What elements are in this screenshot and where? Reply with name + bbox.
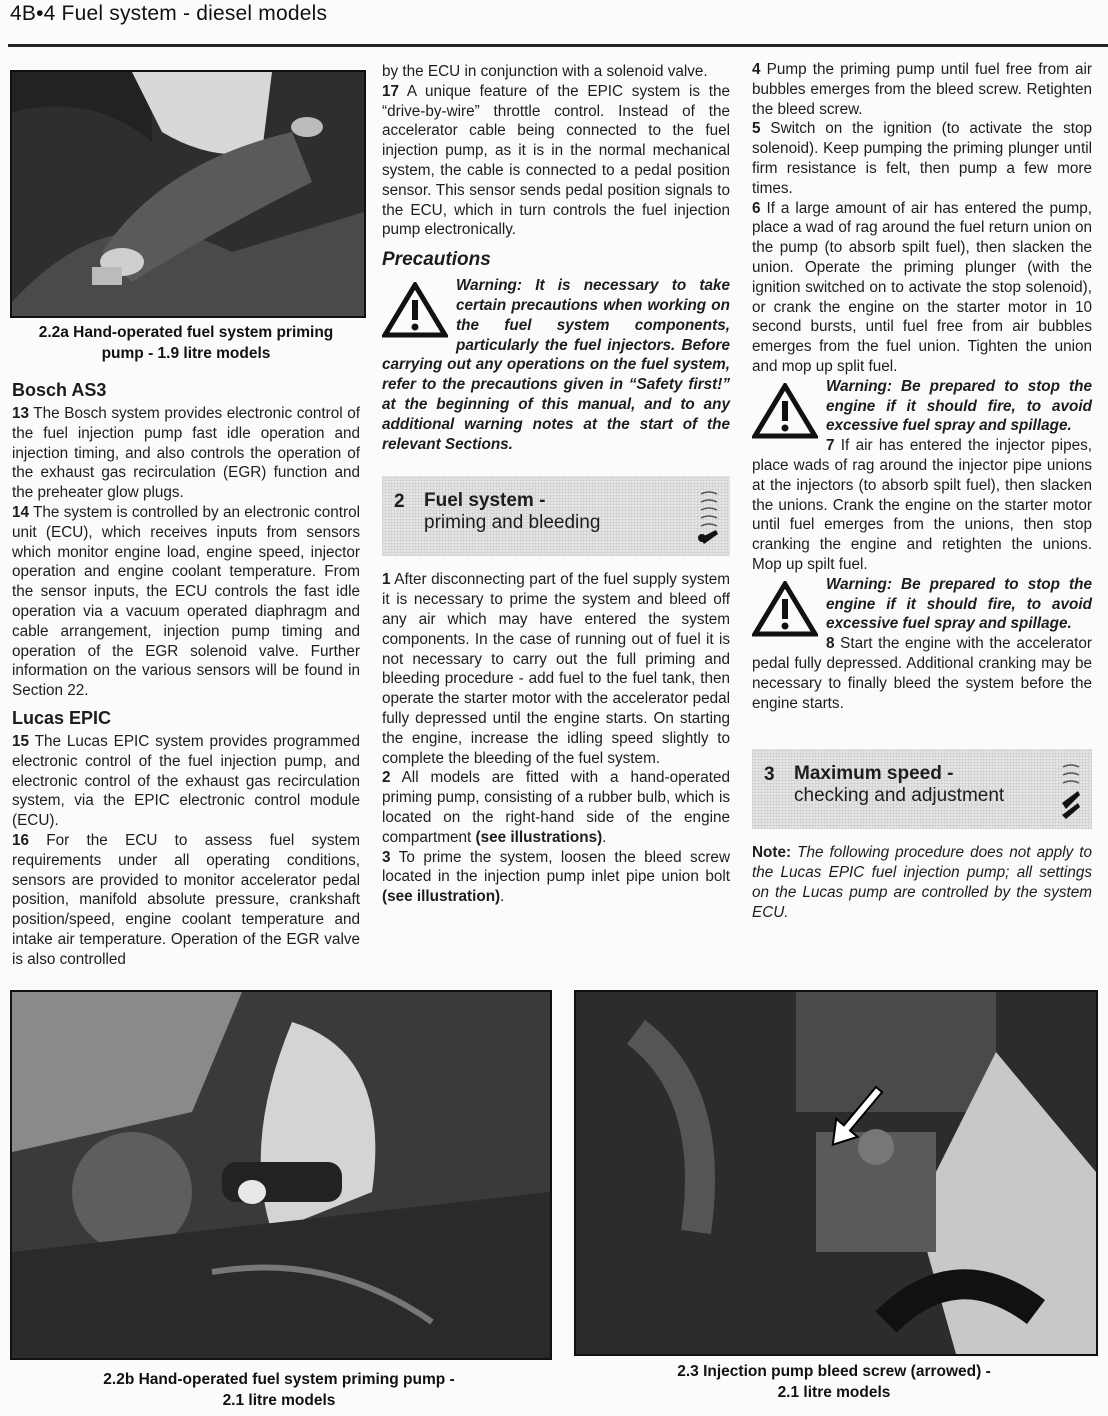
heading-lucas-epic: Lucas EPIC: [12, 707, 112, 728]
step-number: 3: [382, 848, 391, 866]
priming-pump-2-1-photo-image: [12, 992, 550, 1358]
paragraph-16-continued: by the ECU in conjunction with a solenoid valve.: [382, 63, 708, 80]
warning-engine-fire-1: [752, 377, 1092, 436]
section-title: [794, 763, 1004, 807]
paragraph-number: 16: [12, 831, 30, 849]
figure-caption-2-2b: [10, 1369, 548, 1411]
paragraph-16: [12, 831, 360, 970]
step-number: 5: [752, 120, 761, 138]
paragraph-14: [12, 503, 360, 701]
note-lucas-epic: [752, 843, 1092, 922]
step-7: [752, 436, 1092, 575]
section-title-rest: priming and bleeding: [424, 512, 601, 534]
photo-2-2a-priming-pump: [10, 70, 366, 318]
wrench-difficulty-icon: [1058, 761, 1084, 819]
figure-caption-2-3: [574, 1361, 1094, 1403]
section-title-rest: checking and adjustment: [794, 785, 1005, 807]
paragraph-text: For the ECU to assess fuel system requirements under all operating conditions, sensors are provided to monitor accelerator pedal position, manifold absolute pressure, crankshaft position/speed, engine coolant temperature and intake air temperature. Operation of the EGR valve is also controlled: [12, 831, 360, 968]
step-number: 6: [752, 199, 761, 217]
warning-precautions: [382, 276, 730, 454]
priming-pump-photo-image: [12, 72, 364, 316]
text-column-2: [382, 62, 730, 907]
bleed-screw-photo-image: [576, 992, 1096, 1354]
paragraph-number: 17: [382, 82, 400, 100]
step-5: [752, 119, 1092, 198]
section-title-bold: Fuel system -: [424, 490, 546, 512]
step-number: 4: [752, 61, 761, 78]
header-divider: [8, 44, 1108, 47]
section-number: 2: [394, 491, 405, 513]
step-text: Pump the priming pump until fuel free from air bubbles emerges from the bleed screw. Retighten the bleed screw.: [752, 61, 1092, 118]
caption-line: 2.1 litre models: [777, 1384, 891, 1401]
note-label: Note:: [752, 844, 792, 862]
step-6: [752, 199, 1092, 377]
wrench-difficulty-icon: [696, 488, 722, 546]
figure-caption-2-2a: [10, 322, 362, 364]
step-number: 1: [382, 571, 391, 589]
step-text: To prime the system, loosen the bleed screw located in the injection pump inlet pipe union bolt: [382, 848, 730, 886]
step-2: 2 All models are fitted with a hand-operated priming pump, consisting of a rubber bulb, which is located on the right-hand side of the engine compartment (see illustrations).: [382, 769, 730, 846]
paragraph-15: [12, 732, 360, 831]
paragraph-13: [12, 404, 360, 503]
section-title: [424, 490, 600, 534]
step-number: 7: [826, 437, 835, 455]
warning-text: Warning: It is necessary to take certain precautions when working on the fuel system components, particularly the fuel injectors. Before carrying out any operations on the fuel system, refer to the precautions given in “Safety first!” at the beginning of this manual, and to any additional warning notes at the start of the relevant Sections.: [382, 277, 730, 453]
caption-line: pump - 1.9 litre models: [101, 345, 271, 362]
caption-line: 2.3 Injection pump bleed screw (arrowed) -: [677, 1363, 991, 1380]
illustration-reference: (see illustration): [382, 888, 501, 906]
step-3: 3 To prime the system, loosen the bleed screw located in the injection pump inlet pipe union bolt (see illustration).: [382, 848, 730, 906]
warning-text: Warning: Be prepared to stop the engine if it should fire, to avoid excessive fuel spray and spillage.: [826, 575, 1092, 633]
step-8: [752, 634, 1092, 713]
step-text: If air has entered the injector pipes, place wads of rag around the injector pipe unions at the injectors (to absorb spilt fuel), then slacken the unions. Crank the engine on the starter motor until fuel emerges from the unions, then stop cranking the engine and retighten the unions. Mop up spilt fuel.: [752, 437, 1092, 573]
paragraph-number: 15: [12, 732, 30, 750]
paragraph-text: The Lucas EPIC system provides programmed electronic control of the fuel injection pump, and electronic control of the exhaust gas recirculation system, via the EPIC electronic control module (ECU).: [12, 732, 360, 830]
page-header-title: 4B•4 Fuel system - diesel models: [10, 2, 328, 25]
paragraph-number: 14: [12, 503, 30, 521]
step-text: All models are fitted with a hand-operated priming pump, consisting of a rubber bulb, which is located on the right-hand side of the engine compartment: [382, 769, 730, 846]
heading-precautions: Precautions: [382, 249, 491, 271]
text-column-3: [752, 60, 1092, 922]
step-number: 2: [382, 769, 391, 787]
caption-line: 2.2b Hand-operated fuel system priming pump -: [103, 1371, 455, 1388]
step-text: If a large amount of air has entered the pump, place a wad of rag around the fuel return union on the pump (to absorb spilt fuel), then slacken the union. Operate the priming plunger (with the ignition switched on to activate the stop solenoid), or crank the engine on the starter motor in 10 second bursts, until fuel free from air bubbles emerges from the fuel union. Tighten the union and mop up split fuel.: [752, 199, 1092, 375]
step-text: Switch on the ignition (to activate the stop solenoid). Keep pumping the priming plunger until firm resistance is felt, then pump a few more times.: [752, 120, 1092, 197]
note-text: The following procedure does not apply to the Lucas EPIC fuel injection pump; all settings on the Lucas pump are controlled by the system ECU.: [752, 844, 1092, 921]
caption-line: 2.2a Hand-operated fuel system priming: [38, 324, 334, 341]
step-text: Start the engine with the accelerator pedal fully depressed. Additional cranking may be necessary to finally bleed the system before the engine starts.: [752, 635, 1092, 712]
section-title-bold: Maximum speed -: [794, 763, 954, 785]
section-3-heading-box: [752, 749, 1092, 829]
step-text: After disconnecting part of the fuel supply system it is necessary to prime the system and bleed off any air which may have entered the system components. In the case of running out of fuel it is not necessary to carry out the full priming and bleeding procedure - add fuel to the fuel tank, then operate the starter motor with the accelerator pedal fully depressed until the engine starts. On starting the engine, increase the idling speed slightly to complete the bleeding of the fuel system.: [382, 571, 730, 767]
step-number: 8: [826, 635, 835, 653]
photo-2-2b-priming-pump: [10, 990, 552, 1360]
warning-triangle-icon: [382, 282, 448, 338]
warning-engine-fire-2: [752, 575, 1092, 634]
paragraph-text: A unique feature of the EPIC system is the “drive-by-wire” throttle control. Instead of the accelerator cable being connected to the fuel injection pump, as it is in the normal mechanical system, the cable is connected to a pedal position sensor. This sensor sends pedal position signals to the ECU, which in turn controls the fuel injection pump electronically.: [382, 82, 730, 239]
text-column-1: [12, 373, 360, 970]
section-number: 3: [764, 764, 775, 786]
caption-line: 2.1 litre models: [222, 1392, 336, 1409]
warning-triangle-icon: [752, 383, 818, 439]
illustration-reference: (see illustrations): [475, 828, 603, 846]
paragraph-text: The system is controlled by an electronic control unit (ECU), which receives inputs from sensors which monitor engine load, engine speed, injector operation and engine coolant temperature. From the sensor inputs, the ECU controls the fast idle operation via a vacuum operated diaphragm and cable arrangement, injection pump timing and operation of the EGR solenoid valve. Further information on the various sensors will be found in Section 22.: [12, 503, 360, 700]
heading-bosch-as3: Bosch AS3: [12, 380, 107, 400]
photo-2-3-bleed-screw: [574, 990, 1098, 1356]
paragraph-17: [382, 82, 730, 240]
warning-triangle-icon: [752, 581, 818, 637]
step-4: [752, 60, 1092, 119]
paragraph-text: The Bosch system provides electronic control of the fuel injection pump fast idle operation and injection timing, and also controls the operation of the exhaust gas recirculation (EGR) function and the preheater glow plugs.: [12, 405, 360, 502]
paragraph-number: 13: [12, 405, 30, 422]
section-2-heading-box: [382, 476, 730, 556]
warning-text: Warning: Be prepared to stop the engine if it should fire, to avoid excessive fuel spray and spillage.: [826, 377, 1092, 435]
step-1: [382, 570, 730, 768]
